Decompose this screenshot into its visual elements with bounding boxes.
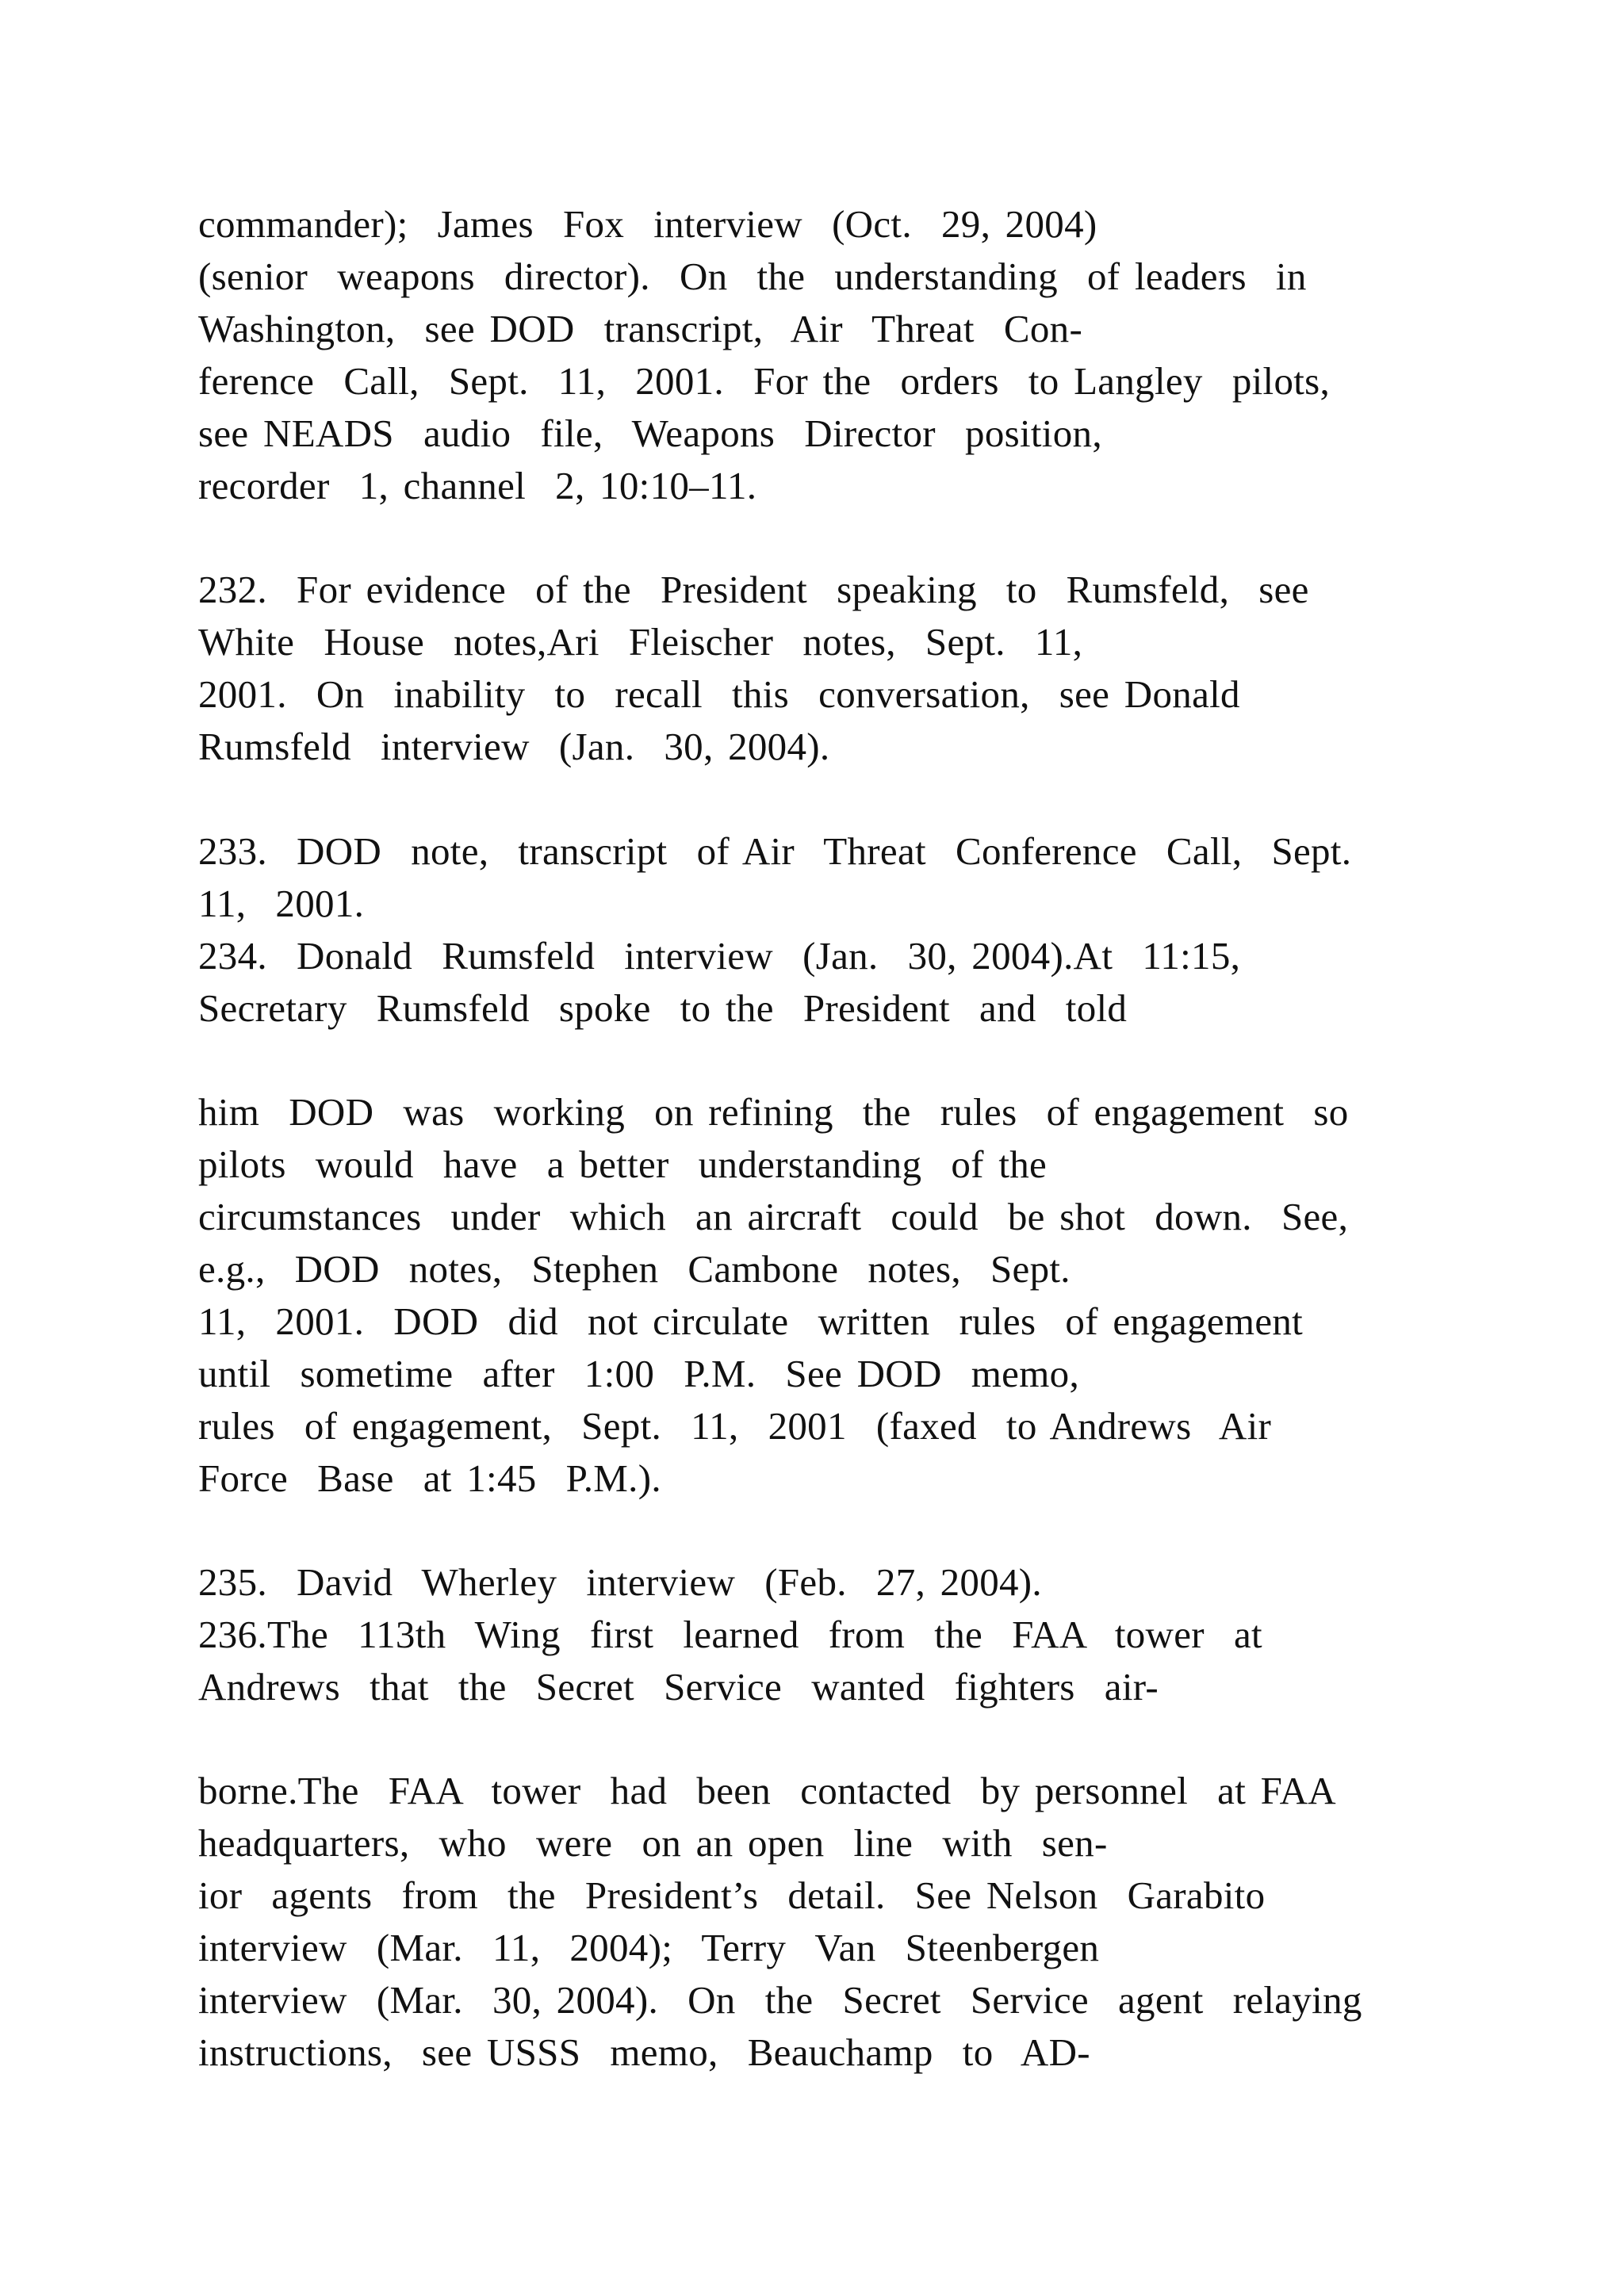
text-line: (senior weapons director). On the understanding of leaders in xyxy=(198,254,1307,298)
text-line: circumstances under which an aircraft could be shot down. See, xyxy=(198,1195,1349,1238)
text-line: 235. David Wherley interview (Feb. 27, 2004). xyxy=(198,1560,1042,1604)
text-line: recorder 1, channel 2, 10:10–11. xyxy=(198,464,757,507)
text-line: 233. DOD note, transcript of Air Threat Conference Call, Sept. xyxy=(198,829,1352,873)
text-line: 236.The 113th Wing first learned from the FAA tower at xyxy=(198,1613,1262,1656)
text-line: 11, 2001. DOD did not circulate written rules of engagement xyxy=(198,1299,1304,1343)
text-line: him DOD was working on refining the rules of engagement so xyxy=(198,1090,1349,1134)
text-line: ference Call, Sept. 11, 2001. For the orders to Langley pilots, xyxy=(198,359,1331,403)
text-line: 11, 2001. xyxy=(198,882,365,925)
text-line: rules of engagement, Sept. 11, 2001 (faxed to Andrews Air xyxy=(198,1404,1272,1448)
text-line: borne.The FAA tower had been contacted by personnel at FAA xyxy=(198,1769,1336,1812)
text-line: headquarters, who were on an open line with sen- xyxy=(198,1821,1108,1865)
text-line: 234. Donald Rumsfeld interview (Jan. 30, 2004).At 11:15, xyxy=(198,934,1241,978)
text-line: e.g., DOD notes, Stephen Cambone notes, Sept. xyxy=(198,1247,1071,1291)
text-line: Rumsfeld interview (Jan. 30, 2004). xyxy=(198,725,830,768)
text-line: ior agents from the President’s detail. See Nelson Garabito xyxy=(198,1873,1266,1917)
text-line: interview (Mar. 30, 2004). On the Secret Service agent relaying xyxy=(198,1978,1362,2022)
text-line: Force Base at 1:45 P.M.). xyxy=(198,1456,661,1500)
text-line: 232. For evidence of the President speaking to Rumsfeld, see xyxy=(198,568,1309,611)
text-line: see NEADS audio file, Weapons Director position, xyxy=(198,411,1102,455)
text-line: pilots would have a better understanding of the xyxy=(198,1142,1048,1186)
text-line: interview (Mar. 11, 2004); Terry Van Steenbergen xyxy=(198,1926,1100,1969)
text-line: Washington, see DOD transcript, Air Threat Con- xyxy=(198,307,1083,350)
text-line: instructions, see USSS memo, Beauchamp to AD- xyxy=(198,2030,1090,2074)
text-line: commander); James Fox interview (Oct. 29, 2004) xyxy=(198,202,1097,246)
text-line: White House notes,Ari Fleischer notes, Sept. 11, xyxy=(198,620,1083,664)
text-line: 2001. On inability to recall this conversation, see Donald xyxy=(198,672,1240,716)
text-line: until sometime after 1:00 P.M. See DOD memo, xyxy=(198,1352,1079,1395)
text-line: Secretary Rumsfeld spoke to the President and told xyxy=(198,986,1128,1030)
text-line: Andrews that the Secret Service wanted fighters air- xyxy=(198,1665,1159,1709)
